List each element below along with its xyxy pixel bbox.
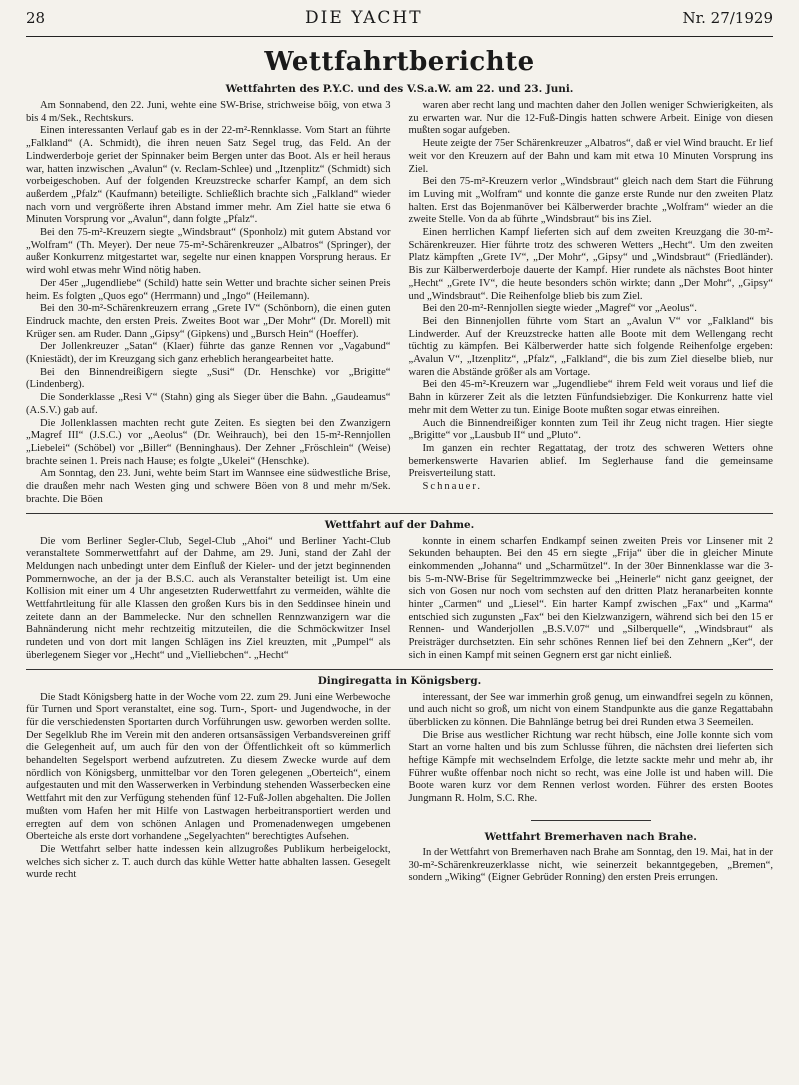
article-body	[26, 100, 773, 507]
paragraph: Bei den Binnendreißigern siegte „Susi“ (Dr. Henschke) vor „Brigitte“ (Lindenberg).	[26, 366, 391, 391]
section-heading: Wettfahrt Bremerhaven nach Brahe.	[484, 830, 697, 843]
paragraph: Auch die Binnendreißiger konnten zum Teil ihr Zeug nicht tragen. Hier siegte „Brigitte“ vor „Lausbub II“ und „Pluto“.	[408, 417, 773, 442]
paragraph: Der Jollenkreuzer „Satan“ (Klaer) führte das ganze Rennen vor „Vagabund“ (Kniestädt), der im Kreuzgang sich ganz erheblich herangearbeitet hatte.	[26, 341, 391, 366]
paragraph: Die Stadt Königsberg hatte in der Woche vom 22. zum 29. Juni eine Werbewoche für Turnen und Sport veranstaltet, eine sog. Turn-, Sport- und Jugendwoche, in der für die verschiedensten Sportarten durch Vorführungen usw. geworben werden sollte. Der Segelklub Rhe im Verein mit den anderen ortsansässigen Verbandsvereinen griff die Gelegenheit auf, um auch für den von der Öffentlichkeit oft so kümmerlich behandelten Segelsport werbend aufzutreten. Zu diesem Zwecke wurde auf dem nördlich von Königsberg, unmittelbar vor den Toren gelegenen „Oberteich“, einem aufgestauten und mit den Wasserwerken in Verbindung stehenden Wasserbecken eine Wettfahrt mit den zur Verfügung stehenden fünf 12-Fuß-Jollen abgehalten. Die Jollen mußten vom Hafen her mit Hilfe von Lastwagen herbeitransportiert werden und erregten auf dem von schönen Anlagen und Promenadenwegen umgebenen Oberteiche als erste dort vorhandene „Segelyachten“ berechtigtes Aufsehen.	[26, 691, 391, 843]
section-heading: Dingiregatta in Königsberg.	[317, 674, 482, 687]
paragraph: Die Jollenklassen machten recht gute Zeiten. Es siegten bei den Zwanzigern „Magref III“ (J.S.C.) vor „Aeolus“ (Dr. Weihrauch), bei den 15-m²-Rennjollen „Liebelei“ (Schöbel) vor „Biller“ (Benninghaus). Der Zehner „Fröschlein“ (Weise) brachte seinen 1. Preis nach Hause; es folgte „Ukelei“ (Henschke).	[26, 417, 391, 467]
paragraph: Bei den 30-m²-Schärenkreuzern errang „Grete IV“ (Schönborn), die einen guten Eindruck machte, den ersten Preis. Zweites Boot war „Der Mohr“ (Dr. Morell) mit Krüger sen. am Ruder. Dann „Gipsy“ (Gipkens) und „Bursch Hein“ (Hoeffer).	[26, 303, 391, 340]
paragraph: waren aber recht lang und machten daher den Jollen weniger Schwierigkeiten, als zu erwarten war. Nur die 12-Fuß-Dingis hatten schwere Arbeit. Einige von diesen mußten sogar aufgeben.	[408, 100, 773, 137]
paragraph: Der 45er „Jugendliebe“ (Schild) hatte sein Wetter und brachte sicher seinen Preis heim. Es folgten „Quos ego“ (Herrmann) und „Ingo“ (Heilemann).	[26, 277, 391, 302]
paragraph: Am Sonnabend, den 22. Juni, wehte eine SW-Brise, strichweise böig, von etwa 3 bis 4 m/Sek., Rechtskurs.	[26, 100, 391, 124]
right-column	[409, 100, 774, 507]
paragraph: Bei den Binnenjollen führte vom Start an „Avalun V“ vor „Falkland“ bis Lindwerder. Auf der Kreuzstrecke hatten alle Boote mit dem Wellengang recht tüchtig zu kämpfen. Bei Kälberwerder hatte sich folgende Reihenfolge ergeben: „Avalun V“, „Itzenplitz“, „Pfalz“, „Falkland“, die bis zum Ziel dieselbe blieb, nur waren die Abstände größer als am Vortage.	[408, 315, 773, 378]
article-body	[26, 692, 773, 885]
divider	[26, 669, 773, 670]
paragraph: Bei den 75-m²-Kreuzern verlor „Windsbraut“ gleich nach dem Start die Führung im Luving mit „Wolfram“ und konnte die ganze erste Runde nur den zweiten Platz halten. Erst das Bojenmanöver bei Kälberwerder brachte „Wolfram“ wieder an die zweite Stelle. Von da ab führte „Windsbraut“ bis ins Ziel.	[408, 176, 773, 226]
paragraph: Bei den 45-m²-Kreuzern war „Jugendliebe“ ihrem Feld weit voraus und lief die Bahn in kürzerer Zeit als die letzten Fünfundsiebziger. Die Konkurrenz hatte viel mehr mit dem Wetter zu tun. Einige Boote mußten sogar etwas einreihen.	[408, 379, 773, 416]
paragraph: Heute zeigte der 75er Schärenkreuzer „Albatros“, daß er viel Wind braucht. Er lief weit vor den Kreuzern auf der Bahn und kam mit etwa 10 Minuten Vorsprung ins Ziel.	[408, 138, 773, 175]
running-head	[26, 8, 773, 37]
right-column	[409, 692, 774, 885]
left-column	[26, 100, 391, 507]
issue-number: Nr. 27/1929	[682, 9, 773, 27]
paragraph: Die vom Berliner Segler-Club, Segel-Club „Ahoi“ und Berliner Yacht-Club veranstaltete Sommerwettfahrt auf der Dahme, am 29. Juni, stand der Zahl der Meldungen nach unbedingt unter dem Einfluß der Kieler- und der jetzt beginnenden Pommernwoche, an der ja der B.S.C. auch als Veranstalter beteiligt ist. Um eine Kollision mit einer um 4 Uhr angesetzten Ruderwettfahrt zu vermeiden, wählte die Wettfahrtleitung für alle Klassen den großen Kurs bis in den Seddinsee hinein und zeitete dann an der Bammelecke. Nur den schnellen Rennzwanzigern war die Bahnänderung nicht mehr rechtzeitig mitzuteilen, die die Schmöckwitzer Insel rundeten und von dort mit langen Schlägen ins Ziel kreuzten, mit „Pumpel“ als überlegenem Sieger vor „Hecht“ und „Vielliebchen“. „Hecht“	[26, 535, 391, 661]
paragraph: Die Sonderklasse „Resi V“ (Stahn) ging als Sieger über die Bahn. „Gaudeamus“ (A.S.V.) gab auf.	[26, 392, 391, 416]
paragraph: Die Brise aus westlicher Richtung war recht hübsch, eine Jolle konnte sich vom Start an vorne halten und bis zum Schlusse führen, die nächsten drei lieferten sich heftige Kämpfe mit wechselndem Erfolge, die letzte sackte mehr und mehr ab, ihr Führer wußte offenbar noch nicht so recht, was eine Jolle ist und haben will. Die Boote waren kurz vor dem Rennen verlost worden. Führer des ersten Bootes Jungmann R. Holm, S.C. Rhe.	[408, 729, 773, 805]
author-signature: Schnauer.	[422, 481, 482, 493]
paragraph: Einen herrlichen Kampf lieferten sich auf dem zweiten Kreuzgang die 30-m²-Schärenkreuzer. Hier führte trotz des schweren Wetters „Hecht“. Um den zweiten Platz kämpften „Grete IV“, „Der Mohr“, „Gipsy“ und „Windsbraut“ (Friedländer). Bis zur Kälberwerderboje dauerte der Kampf. Hier rundete als nächstes Boot hinter „Hecht“ „Grete IV“, die heute besonders schön wirkte; dann „Der Mohr“, „Gipsy“ und „Windsbraut“. Die Reihenfolge blieb bis zum Ziel.	[408, 227, 773, 302]
paragraph: konnte in einem scharfen Endkampf seinen zweiten Preis vor Linsener mit 2 Sekunden behaupten. Bei den 45 ern siegte „Frija“ über die in gleicher Minute einkommenden „Johanna“ und „Scharmützel“. In der 30er Binnenklasse war die 3- bis 5-m-NW-Brise für Segeltrimmzwecke bei „Heinerle“ nicht ganz geeignet, der sich von Gosen nur noch vom sechsten auf den dritten Platz heranarbeiten konnte hinter „Carmen“ und „Liesel“. Ein harter Kampf zwischen „Fax“ und „Karma“ entschied sich zugunsten „Fax“ bei den Kielzwanzigern, während sich bei den 15 er Rennen- und Wanderjollen „B.S.V.07“ und „Silberquelle“, „Windsbraut“ als Preisträger durchsetzten. Ein sehr schönes Rennen lief bei den Zehnern „Ker“, der sich in einen Kampf mit seinen Gegnern erst gar nicht einließ.	[408, 535, 773, 661]
paragraph: Bei den 75-m²-Kreuzern siegte „Windsbraut“ (Sponholz) mit gutem Abstand vor „Wolfram“ (Th. Meyer). Der neue 75-m²-Schärenkreuzer „Albatros“ (Springer), der außer Konkurrenz mitgestartet war, segelte nur einen knappen Vorsprung heraus. Er wird wohl etwas mehr Wind nötig haben.	[26, 227, 391, 277]
article-body	[26, 536, 773, 663]
paragraph: Bei den 20-m²-Rennjollen siegte wieder „Magref“ vor „Aeolus“.	[422, 303, 697, 315]
right-column	[409, 536, 774, 663]
paragraph: Die Wettfahrt selber hatte indessen kein allzugroßes Publikum herbeigelockt, welches sich sicher z. T. auch durch das kühle Wetter hatte abhalten lassen. Gesegelt wurde recht	[26, 843, 391, 881]
paragraph: Einen interessanten Verlauf gab es in der 22-m²-Rennklasse. Vom Start an führte „Falkland“ (A. Schmidt), die ihren neuen Satz Segel trug, das Feld. An der Lindwerderboje geriet der Spinnaker beim Bergen unter das Boot. Als er heil heraus war, hatten inzwischen „Avalun“ (v. Reclam-Schlee) und „Itzenplitz“ (Schmidt) sich vorbeigeschoben. Auf der folgenden Kreuzstrecke scharfer Kampf, an dem sich außerdem „Pfalz“ (Kaufmann) beteiligte. Schließlich brachte sich „Falkland“ wieder nach vorn und vergrößerte ihren Abstand immer mehr. Am Ziel hatte sie etwa 6 Minuten Vorsprung vor „Avalun“, dann folgte „Pfalz“.	[26, 125, 391, 226]
divider	[531, 820, 651, 821]
paragraph: interessant, der See war immerhin groß genug, um einwandfrei segeln zu können, und auch nicht so groß, um nicht von einem Standpunkte aus die ganze Regattabahn überblicken zu können. Die Bahnlänge betrug bei drei Runden etwa 3 Seemeilen.	[408, 691, 773, 728]
paragraph: In der Wettfahrt von Bremerhaven nach Brahe am Sonntag, den 19. Mai, hat in der 30-m²-Schärenkreuzerklasse nicht, wie seinerzeit bekanntgegeben, „Bremen“, sondern „Wiking“ (Eigner Gebrüder Ronning) den ersten Preis errungen.	[408, 846, 773, 884]
section-heading: Wettfahrt auf der Dahme.	[324, 518, 475, 531]
page-number: 28	[26, 9, 46, 27]
magazine-title: DIE YACHT	[305, 8, 423, 28]
divider	[26, 513, 773, 514]
section-heading: Wettfahrten des P.Y.C. und des V.S.a.W. am 22. und 23. Juni.	[225, 83, 574, 95]
paragraph: Am Sonntag, den 23. Juni, wehte beim Start im Wannsee eine südwestliche Brise, die draußen mehr nach Westen ging und schwere Böen von 8 und mehr m/Sek. brachte. Die Böen	[26, 468, 391, 505]
page-title: Wettfahrtberichte	[264, 47, 535, 77]
paragraph: Im ganzen ein rechter Regattatag, der trotz des schweren Wetters ohne bemerkenswerte Havarien ablief. Im Seglerhause fand die gemeinsame Preisverteilung statt.	[408, 442, 773, 480]
left-column	[26, 692, 391, 885]
left-column	[26, 536, 391, 663]
